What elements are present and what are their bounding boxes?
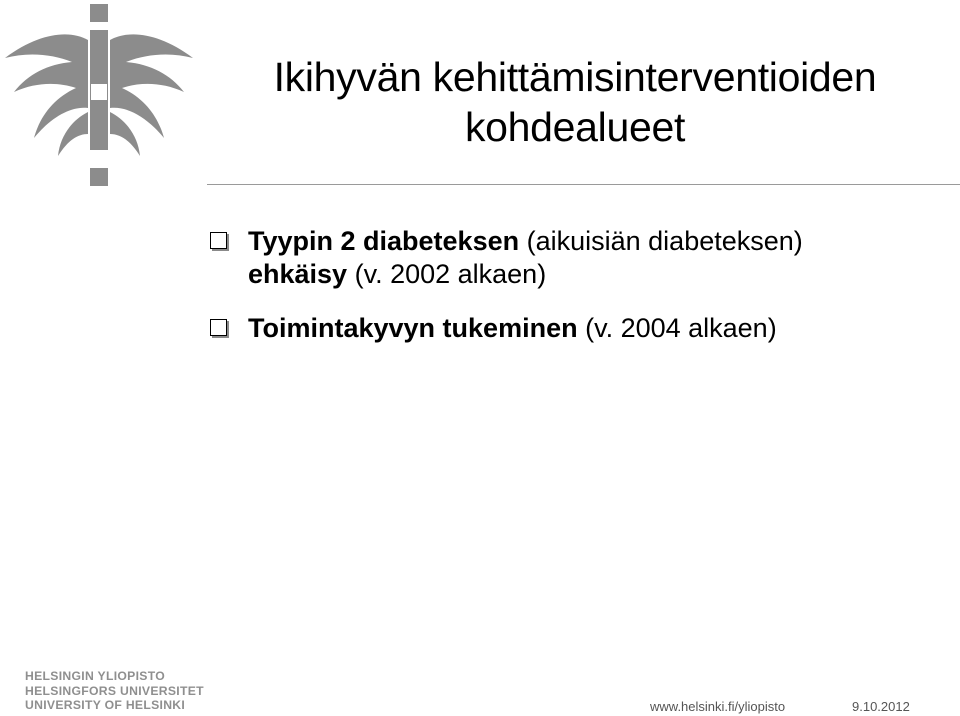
bullet-item-functional-capacity (208, 312, 948, 345)
university-flame-logo (0, 0, 200, 190)
bullet-bold-text-2: ehkäisy (248, 259, 348, 289)
university-name (25, 669, 204, 713)
university-name-sv: HELSINGFORS UNIVERSITET (25, 683, 204, 698)
bullet-normal-text-2: (v. 2002 alkaen) (347, 259, 547, 289)
bullet-normal-text: (v. 2004 alkaen) (577, 313, 777, 343)
bullet-list (208, 225, 948, 345)
title-divider (207, 184, 960, 185)
university-name-en: UNIVERSITY OF HELSINKI (25, 698, 186, 713)
bullet-bold-text: Tyypin 2 diabeteksen (248, 226, 520, 256)
slide-title: Ikihyvän kehittämisinterventioiden kohdealueet (273, 54, 877, 150)
bullet-normal-text: (aikuisiän diabeteksen) (519, 226, 803, 256)
footer-date: 9.10.2012 (852, 699, 910, 714)
bullet-bold-text: Toimintakyvyn tukeminen (248, 313, 578, 343)
flame-logo-icon (0, 0, 200, 190)
bullet-item-diabetes (208, 225, 948, 291)
university-name-fi: HELSINGIN YLIOPISTO (25, 669, 166, 683)
checkbox-bullet-icon (210, 319, 227, 336)
footer-url: www.helsinki.fi/yliopisto (650, 699, 786, 714)
checkbox-bullet-icon (210, 232, 227, 249)
